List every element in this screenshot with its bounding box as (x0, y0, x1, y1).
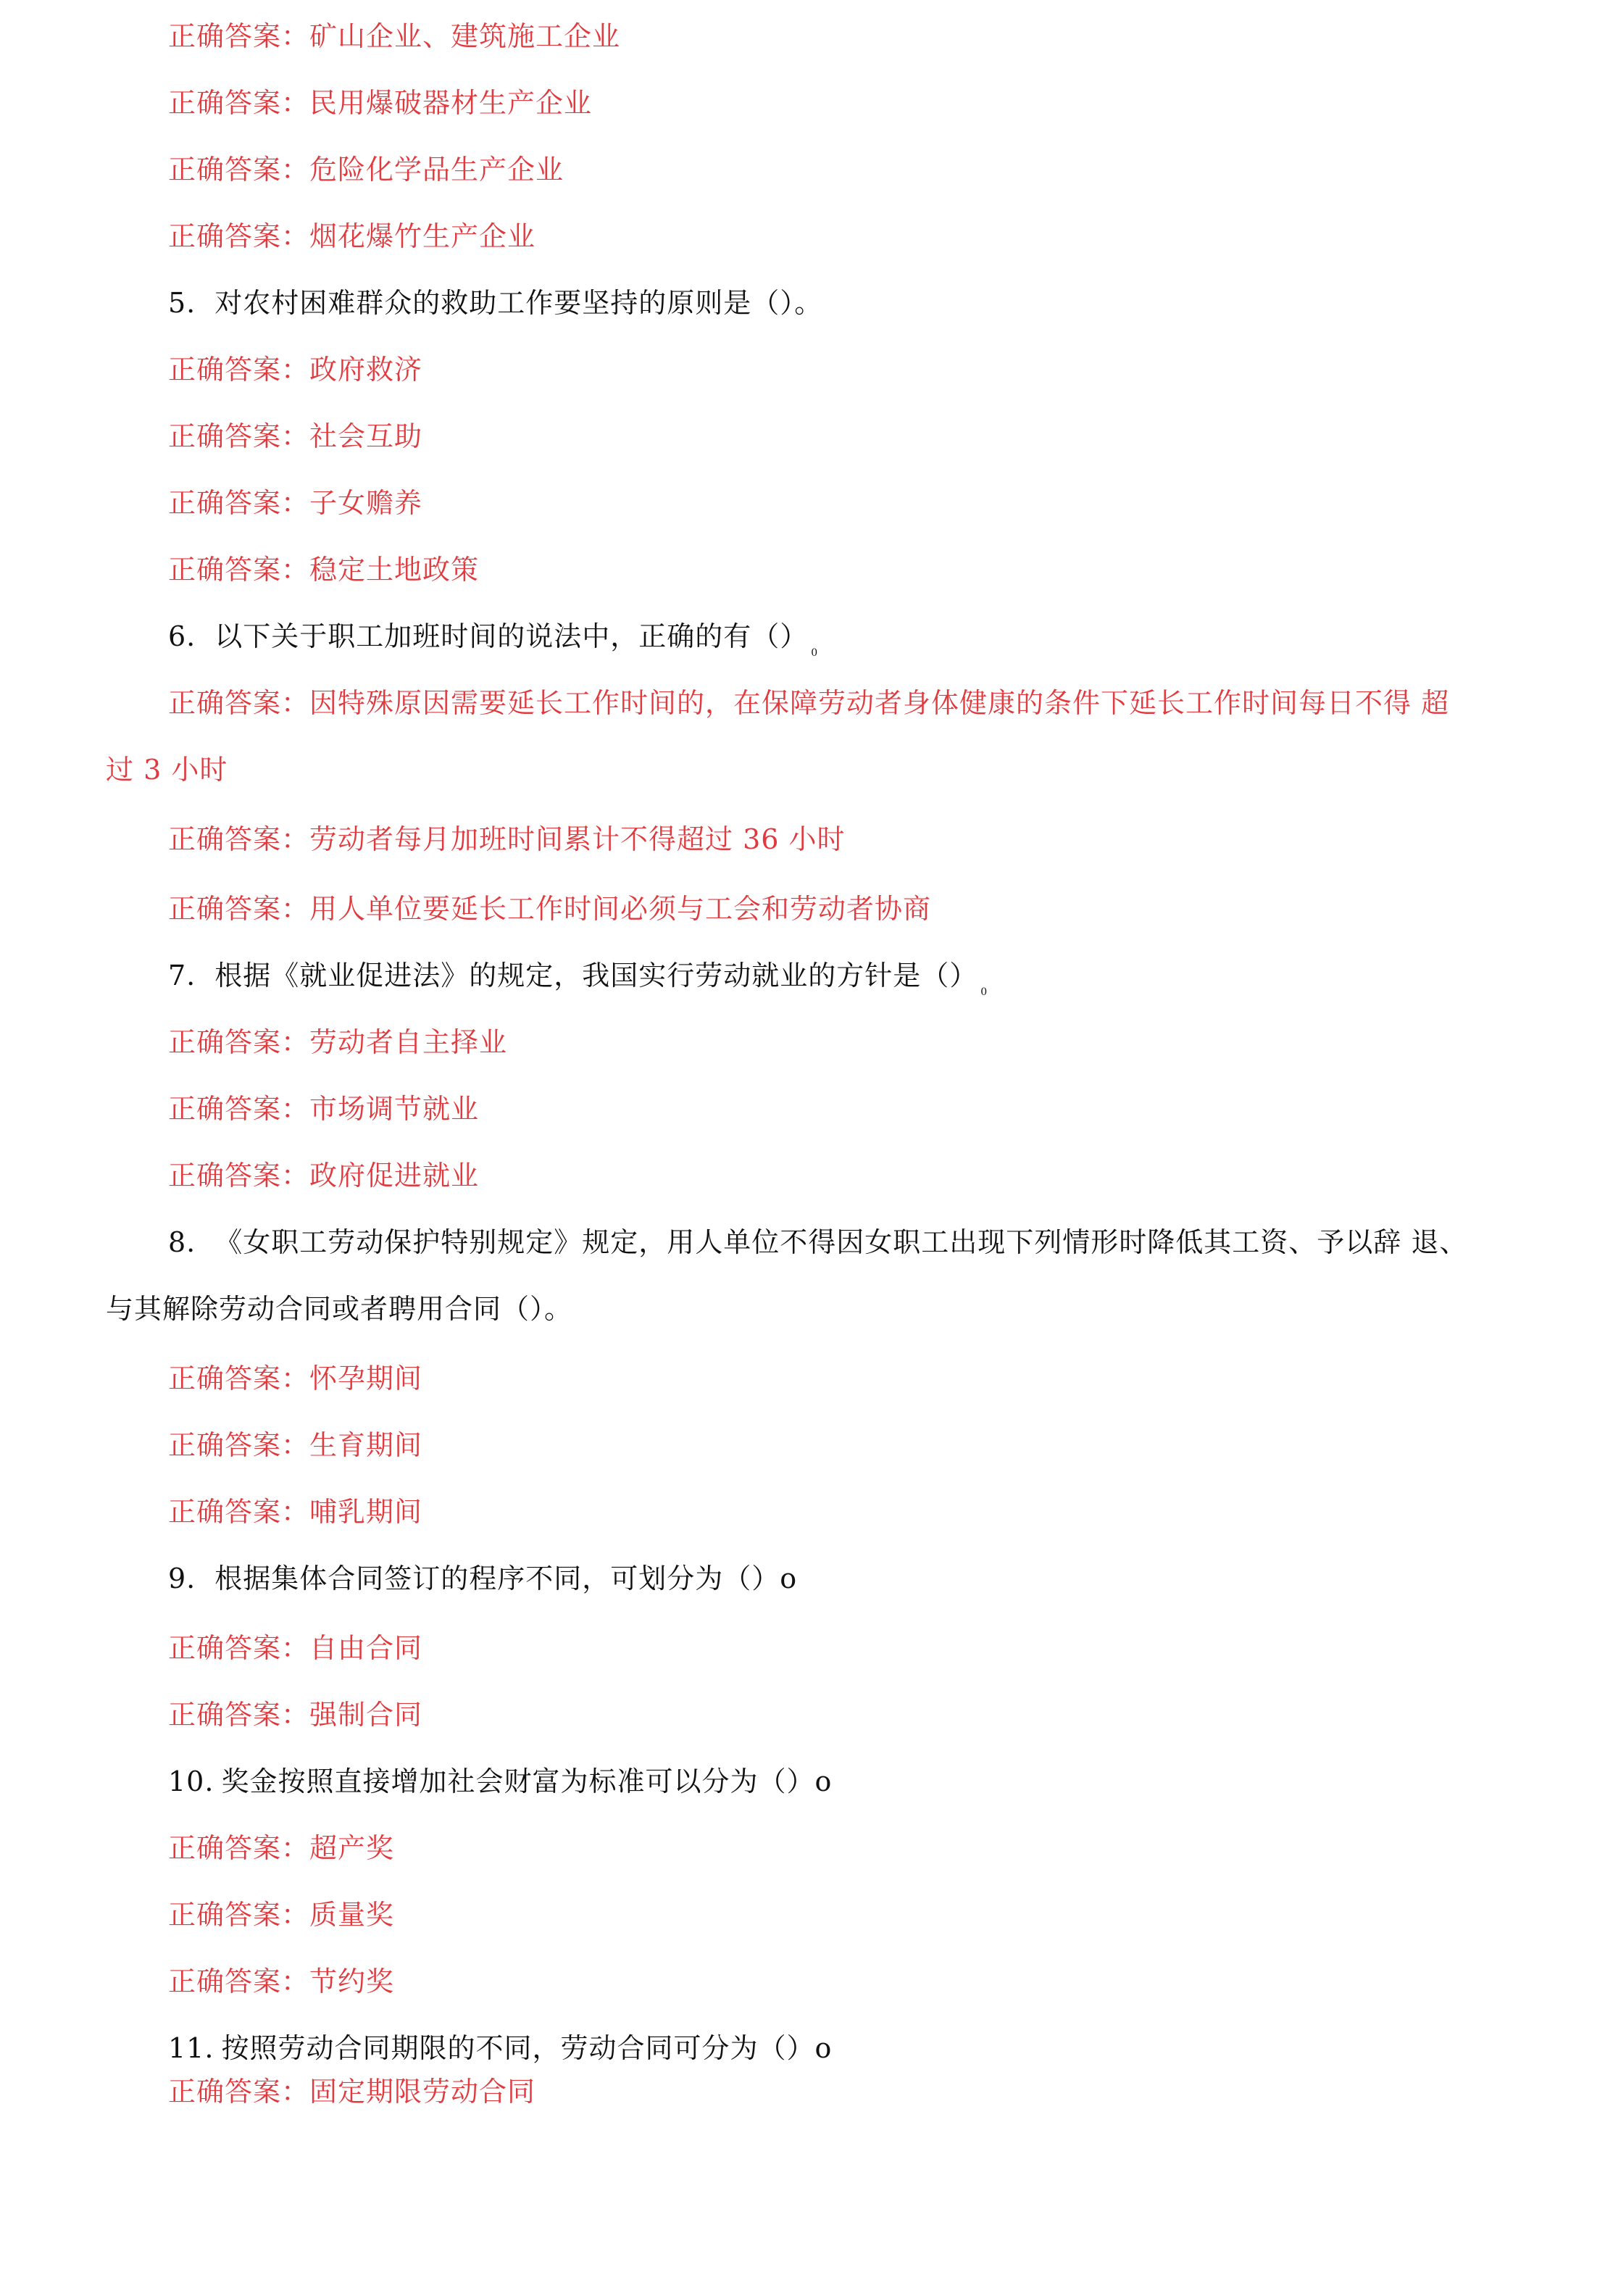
answer-line: 正确答案：政府促进就业 (168, 1160, 480, 1191)
question-9 (168, 1561, 797, 1596)
question-number: 10. (168, 1765, 214, 1797)
answer-line: 正确答案：社会互助 (168, 420, 423, 452)
question-number: 6. (168, 620, 196, 652)
answer-line: 正确答案：劳动者每月加班时间累计不得超过 36 小时 (168, 823, 846, 855)
answer-line: 正确答案：超产奖 (168, 1832, 395, 1864)
answer-line: 正确答案：劳动者自主择业 (168, 1026, 508, 1058)
answer-line: 正确答案：危险化学品生产企业 (168, 154, 564, 186)
question-tail-mark: 0 (811, 647, 819, 659)
answer-line: 正确答案：节约奖 (168, 1966, 395, 1997)
question-8 (168, 1225, 1467, 1260)
question-number: 5. (168, 287, 196, 319)
answer-line: 正确答案：生育期间 (168, 1429, 423, 1461)
question-number: 11. (168, 2032, 214, 2064)
question-11 (168, 2031, 832, 2066)
answer-line: 正确答案：自由合同 (168, 1632, 423, 1664)
answer-line: 正确答案：民用爆破器材生产企业 (168, 87, 593, 119)
question-number: 7. (168, 960, 196, 991)
answer-line: 正确答案：用人单位要延长工作时间必须与工会和劳动者协商 (168, 893, 932, 925)
question-text: 《女职工劳动保护特别规定》规定，用人单位不得因女职工出现下列情形时降低其工资、予以辞 退、 (214, 1226, 1468, 1258)
question-text: 以下关于职工加班时间的说法中，正确的有（） (214, 620, 809, 652)
answer-line: 正确答案：因特殊原因需要延长工作时间的，在保障劳动者身体健康的条件下延长工作时间每日不得 超 (168, 687, 1450, 719)
answer-line-continuation: 过 3 小时 (106, 754, 228, 786)
question-text: 奖金按照直接增加社会财富为标准可以分为（）o (221, 1765, 833, 1797)
question-6 (168, 619, 818, 670)
answer-line: 正确答案：烟花爆竹生产企业 (168, 220, 536, 252)
answer-line: 正确答案：稳定土地政策 (168, 554, 480, 586)
question-5 (168, 286, 822, 320)
answer-line: 正确答案：怀孕期间 (168, 1363, 423, 1394)
question-7 (168, 958, 988, 1010)
answer-line: 正确答案：质量奖 (168, 1899, 395, 1931)
question-text: 对农村困难群众的救助工作要坚持的原则是（）。 (214, 287, 823, 319)
answer-line: 正确答案：强制合同 (168, 1699, 423, 1731)
answer-line: 正确答案：固定期限劳动合同 (168, 2076, 536, 2108)
question-text: 根据《就业促进法》的规定，我国实行劳动就业的方针是（） (214, 960, 978, 991)
question-text-continuation: 与其解除劳动合同或者聘用合同（）。 (106, 1293, 573, 1325)
answer-line: 正确答案：矿山企业、建筑施工企业 (168, 20, 621, 52)
answer-line: 正确答案：政府救济 (168, 354, 423, 386)
question-text: 根据集体合同签订的程序不同，可划分为（）o (214, 1563, 798, 1594)
answer-line: 正确答案：哺乳期间 (168, 1496, 423, 1528)
question-tail-mark: 0 (980, 986, 988, 998)
answer-line: 正确答案：市场调节就业 (168, 1093, 480, 1125)
question-number: 9. (168, 1563, 196, 1594)
question-text: 按照劳动合同期限的不同，劳动合同可分为（）o (221, 2032, 833, 2064)
question-10 (168, 1764, 832, 1799)
question-number: 8. (168, 1226, 196, 1258)
answer-line: 正确答案：子女赡养 (168, 487, 423, 519)
